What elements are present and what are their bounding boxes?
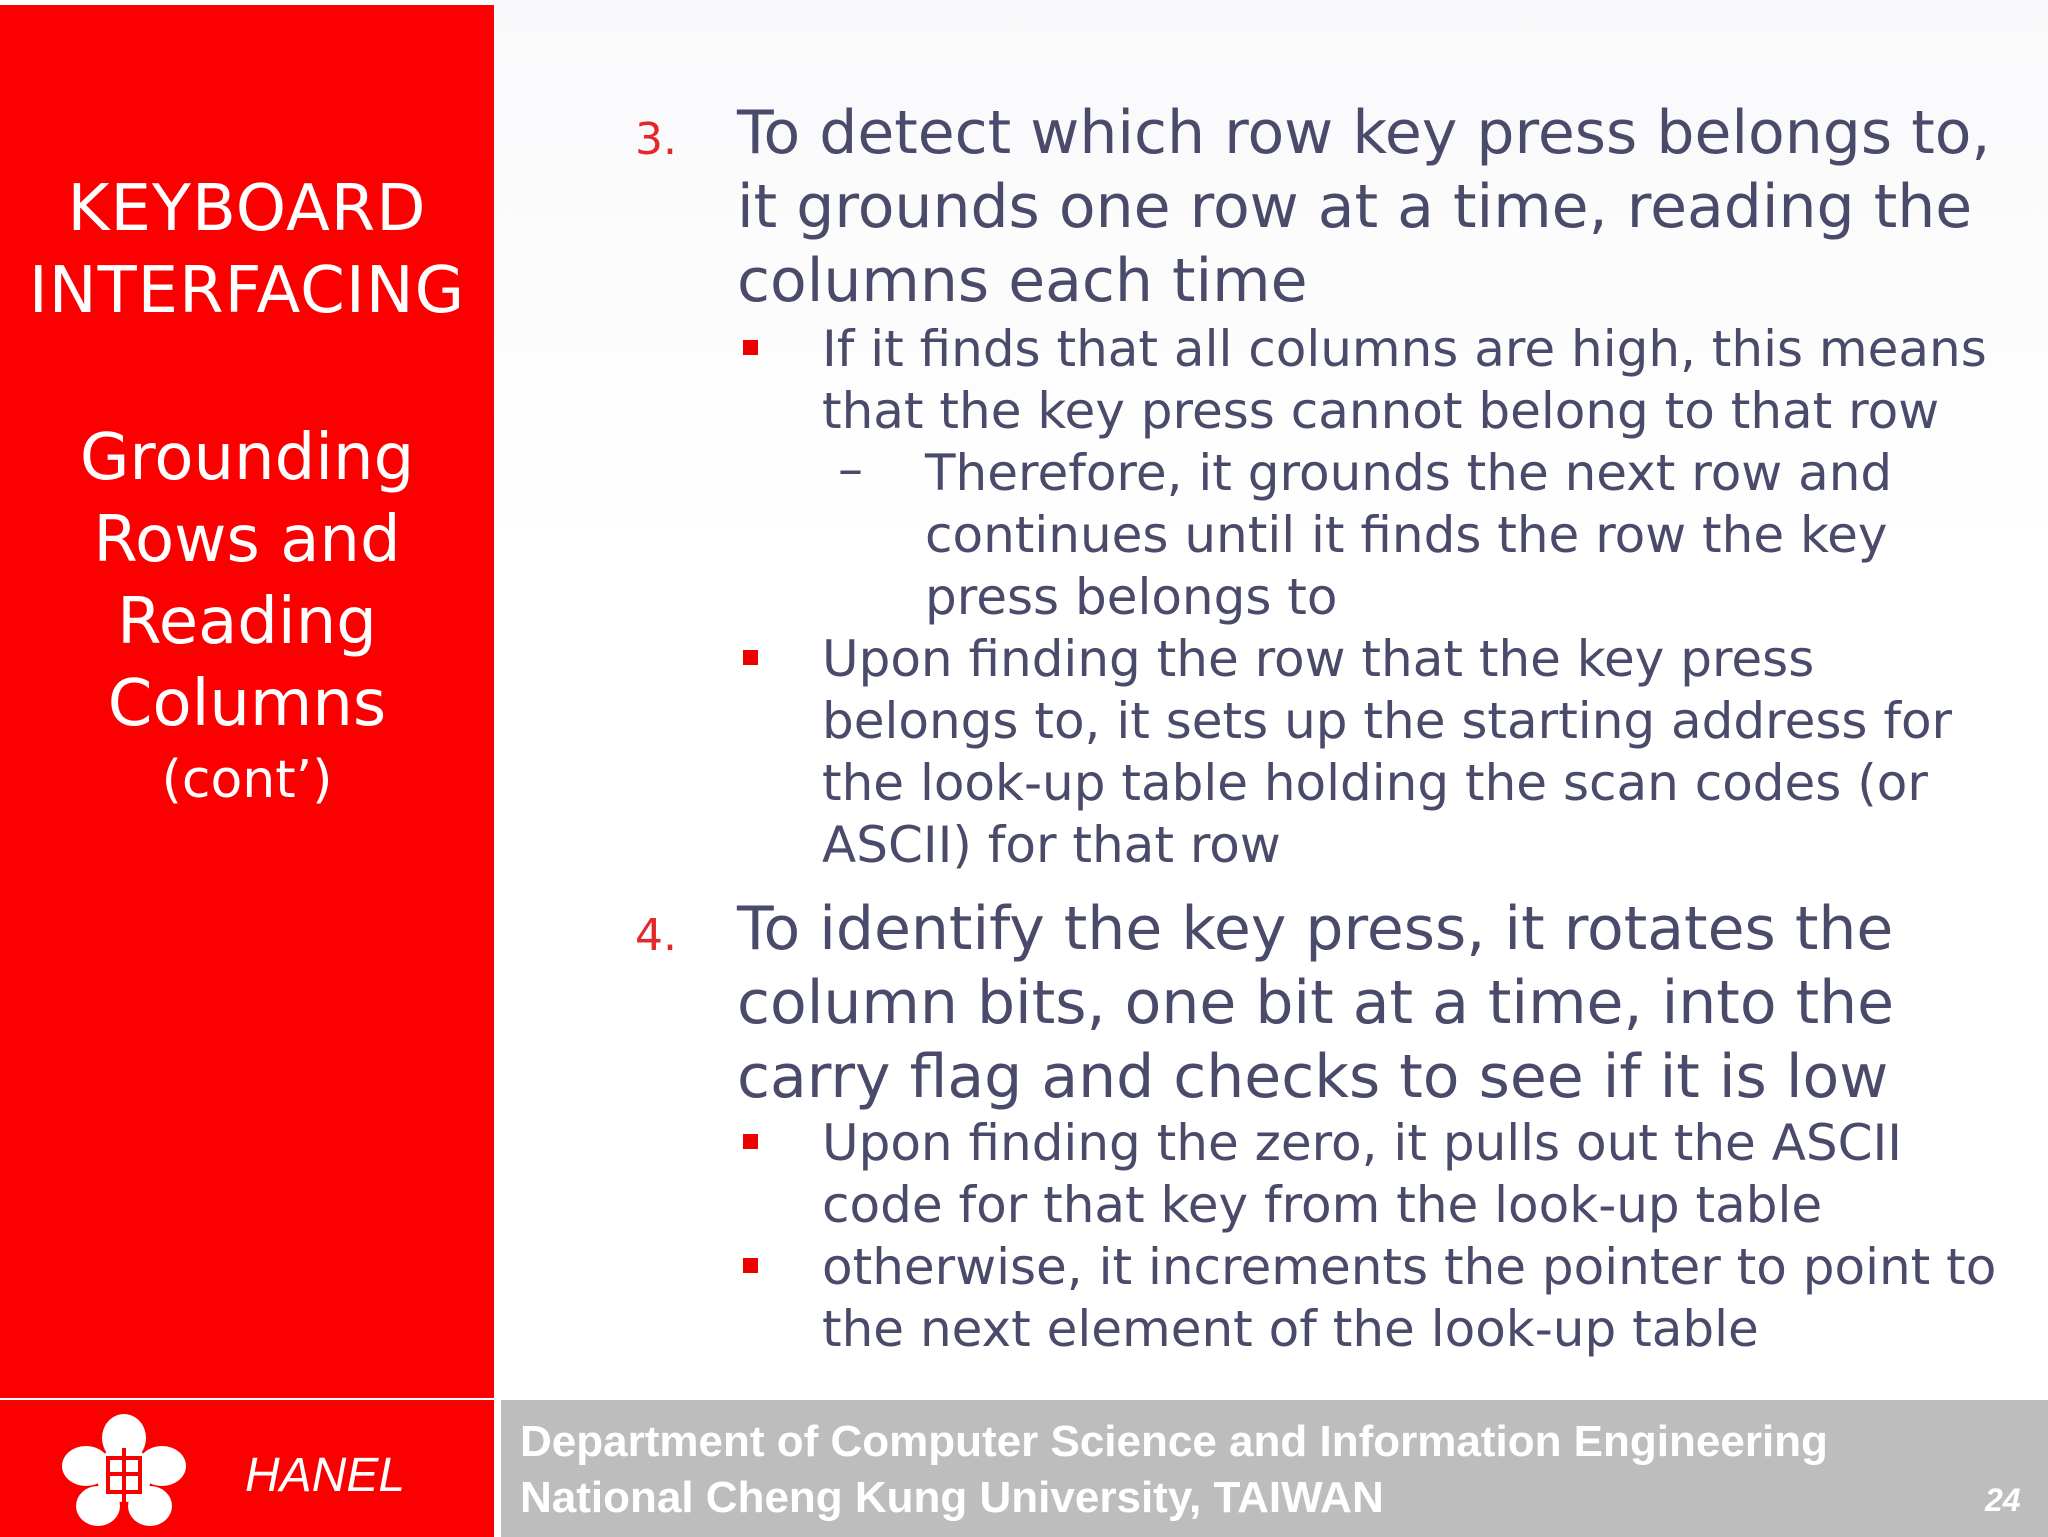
item-4-text xyxy=(737,892,2037,1114)
bullet-square-icon xyxy=(743,650,758,665)
item-number: 4. xyxy=(635,910,677,961)
bullet-square-icon xyxy=(743,340,758,355)
bullet-line: the next element of the look-up table xyxy=(822,1300,1759,1358)
item-number: 3. xyxy=(635,114,677,165)
bullet-line: that the key press cannot belong to that row xyxy=(822,382,1940,440)
bullet-line: the look-up table holding the scan codes (or xyxy=(822,754,1928,812)
item-3-bullet-2 xyxy=(822,628,2032,876)
item-3-sub-bullet xyxy=(925,442,2025,628)
item-3-line: To detect which row key press belongs to, xyxy=(737,98,1991,168)
sidebar-subtitle xyxy=(0,417,494,745)
footer-divider xyxy=(494,1400,501,1537)
sidebar-title-line: INTERFACING xyxy=(28,254,466,328)
item-4-bullet-1 xyxy=(822,1112,2032,1236)
bullet-line: belongs to, it sets up the starting address for xyxy=(822,692,1953,750)
sidebar-subtitle-line: Reading xyxy=(117,585,377,659)
item-4-line: carry flag and checks to see if it is low xyxy=(737,1042,1889,1112)
bullet-line: code for that key from the look-up table xyxy=(822,1176,1823,1234)
ncku-emblem-icon xyxy=(58,1408,190,1532)
author-label: HANEL xyxy=(245,1449,406,1502)
sidebar-subtitle-line: Grounding xyxy=(79,421,415,495)
bullet-line: ASCII) for that row xyxy=(822,816,1281,874)
sub-bullet-line: press belongs to xyxy=(925,568,1338,626)
item-4-bullet-2 xyxy=(822,1236,2032,1360)
sidebar-cont-label: (cont’) xyxy=(161,750,333,810)
item-4-line: column bits, one bit at a time, into the xyxy=(737,968,1895,1038)
bullet-line: If it finds that all columns are high, this means xyxy=(822,320,1987,378)
sidebar-subtitle-line: Columns xyxy=(107,667,387,741)
university-line: National Cheng Kung University, TAIWAN xyxy=(520,1473,1384,1522)
bullet-line: Upon finding the row that the key press xyxy=(822,630,1815,688)
sidebar-title-line: KEYBOARD xyxy=(67,172,427,246)
item-3-text xyxy=(737,96,2037,318)
item-4-line: To identify the key press, it rotates the xyxy=(737,894,1894,964)
item-3-bullet-1 xyxy=(822,318,2032,442)
item-3-line: columns each time xyxy=(737,246,1308,316)
page-number: 24 xyxy=(1985,1482,2021,1518)
sub-bullet-line: continues until it finds the row the key xyxy=(925,506,1888,564)
dash-bullet: – xyxy=(838,440,863,498)
bullet-square-icon xyxy=(743,1258,758,1273)
bullet-square-icon xyxy=(743,1134,758,1149)
sidebar-subtitle-line: Rows and xyxy=(93,503,401,577)
sidebar-title xyxy=(0,168,494,332)
sub-bullet-line: Therefore, it grounds the next row and xyxy=(925,444,1893,502)
dept-line: Department of Computer Science and Information Engineering xyxy=(520,1417,1828,1466)
bullet-line: Upon finding the zero, it pulls out the ASCII xyxy=(822,1114,1903,1172)
bullet-line: otherwise, it increments the pointer to point to xyxy=(822,1238,1997,1296)
item-3-line: it grounds one row at a time, reading the xyxy=(737,172,1973,242)
